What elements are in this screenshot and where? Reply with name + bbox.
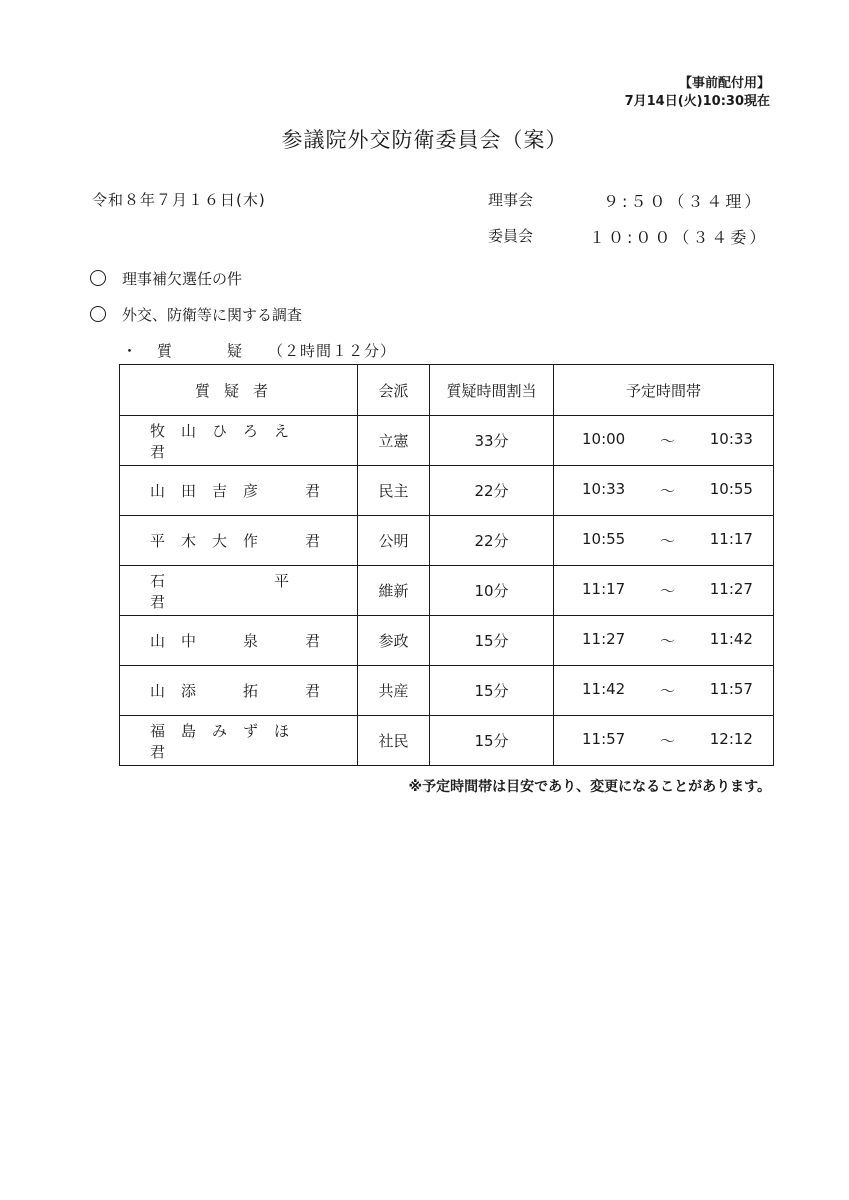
scheduled-slot [554,566,774,616]
disclaimer-note: ※予定時間帯は目安であり、変更になることがあります。 [408,779,771,795]
time-allocation: 15分 [430,616,554,666]
scheduled-slot [554,616,774,666]
party-name: 立憲 [358,416,430,466]
table-row [120,466,774,516]
questioning-duration: （２時間１２分） [268,342,397,360]
slot-start: 10:33 [582,480,626,498]
slot-start: 10:00 [582,430,626,448]
slot-start: 11:42 [582,680,626,698]
board-meeting-label: 理事会 [488,191,534,209]
header-questioner: 質疑者 [120,365,358,416]
slot-start: 11:27 [582,630,626,648]
meeting-date: 令和８年７月１６日(木) [92,191,266,209]
scheduled-slot [554,466,774,516]
time-allocation: 22分 [430,516,554,566]
party-name: 参政 [358,616,430,666]
time-allocation: 15分 [430,716,554,766]
slot-separator: ～ [659,482,675,500]
slot-end: 11:57 [709,680,753,698]
party-name: 民主 [358,466,430,516]
questioner-name: 山添 拓 君 [120,666,358,716]
distribution-tag: 【事前配付用】 [678,76,770,91]
slot-separator: ～ [659,532,675,550]
as-of-timestamp: 7月14日(火)10:30現在 [624,94,770,109]
questioning-label: ・質 疑 [122,342,263,360]
circle-bullet-icon [90,270,106,286]
party-name: 維新 [358,566,430,616]
slot-end: 11:17 [709,530,753,548]
table-row [120,616,774,666]
slot-separator: ～ [659,432,675,450]
questioner-name: 福島みずほ 君 [120,716,358,766]
questioning-schedule-table [119,364,774,766]
questioner-name: 石 平 君 [120,566,358,616]
time-allocation: 10分 [430,566,554,616]
party-name: 共産 [358,666,430,716]
time-allocation: 15分 [430,666,554,716]
scheduled-slot [554,666,774,716]
slot-start: 11:17 [582,580,626,598]
agenda-item-text: 外交、防衛等に関する調査 [122,306,303,324]
header-party: 会派 [358,365,430,416]
slot-end: 10:55 [709,480,753,498]
board-meeting-time: ９:５０（３４理） [603,192,764,211]
slot-end: 10:33 [709,430,753,448]
party-name: 公明 [358,516,430,566]
slot-end: 12:12 [709,730,753,748]
table-row [120,716,774,766]
circle-bullet-icon [90,306,106,322]
table-row [120,416,774,466]
slot-separator: ～ [659,682,675,700]
questioning-subheading [122,340,396,361]
document-title: 参議院外交防衛委員会（案） [281,128,568,152]
slot-end: 11:42 [709,630,753,648]
table-row [120,566,774,616]
agenda-item [90,268,242,289]
header-time-allocation: 質疑時間割当 [430,365,554,416]
agenda-item-text: 理事補欠選任の件 [122,270,243,288]
agenda-item [90,304,302,325]
time-allocation: 33分 [430,416,554,466]
scheduled-slot [554,416,774,466]
time-allocation: 22分 [430,466,554,516]
questioner-name: 山田吉彦 君 [120,466,358,516]
slot-start: 10:55 [582,530,626,548]
table-row [120,516,774,566]
table-row [120,666,774,716]
header-scheduled-slot: 予定時間帯 [554,365,774,416]
committee-meeting-time: １０:００（３４委） [589,228,769,247]
committee-meeting-label: 委員会 [488,227,534,245]
table-header-row [120,365,774,416]
questioner-name: 山中 泉 君 [120,616,358,666]
slot-separator: ～ [659,732,675,750]
questioner-name: 牧山ひろえ 君 [120,416,358,466]
scheduled-slot [554,516,774,566]
slot-end: 11:27 [709,580,753,598]
slot-separator: ～ [659,582,675,600]
slot-start: 11:57 [582,730,626,748]
party-name: 社民 [358,716,430,766]
scheduled-slot [554,716,774,766]
slot-separator: ～ [659,632,675,650]
questioner-name: 平木大作 君 [120,516,358,566]
